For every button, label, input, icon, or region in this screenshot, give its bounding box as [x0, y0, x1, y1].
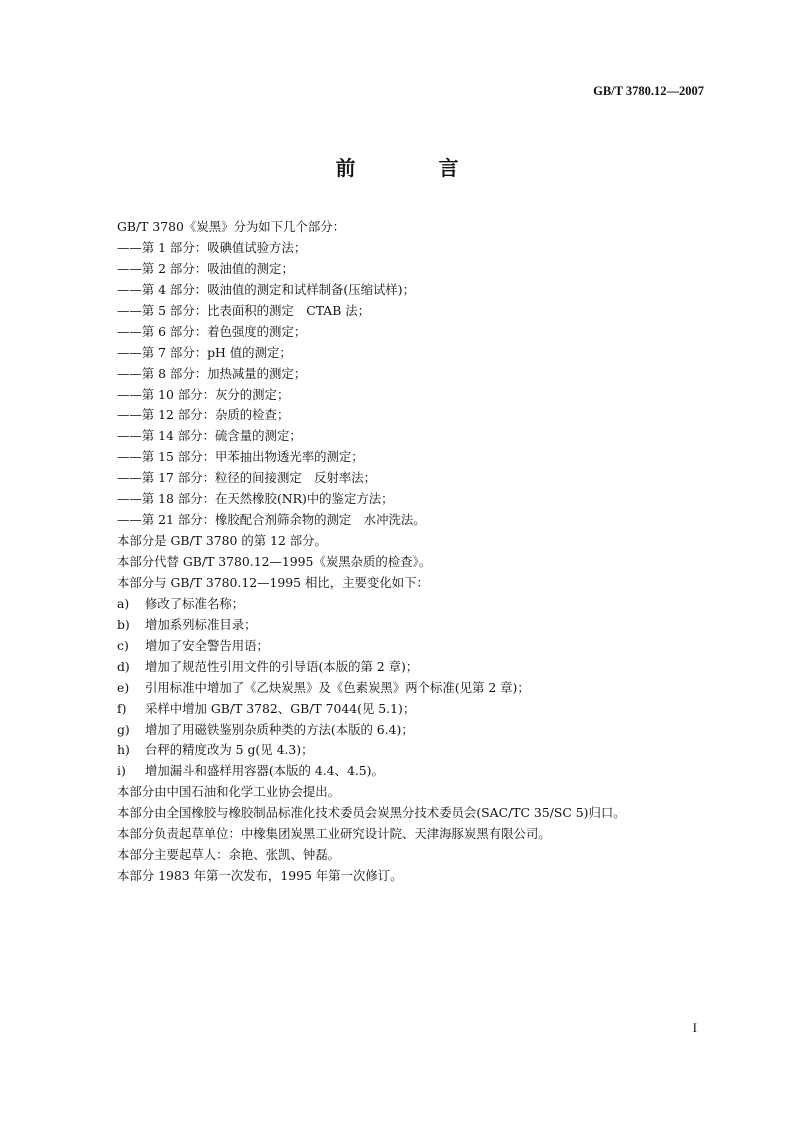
list-item	[117, 720, 717, 741]
item-label: g)	[117, 721, 130, 737]
item-text: 增加了规范性引用文件的引导语(本版的第 2 章)；	[145, 658, 419, 674]
item-text: 引用标准中增加了《乙炔炭黑》及《色素炭黑》两个标准(见第 2 章)；	[145, 679, 530, 695]
item-text: 增加了安全警告用语；	[145, 637, 269, 653]
list-item	[117, 678, 717, 699]
item-label: f)	[117, 700, 127, 716]
list-item: ——第 5 部分：比表面积的测定 CTAB 法；	[117, 302, 371, 318]
standard-code: GB/T 3780.12—2007	[593, 84, 704, 98]
item-label: h)	[117, 742, 130, 758]
item-text: 采样中增加 GB/T 3782、GB/T 7044(见 5.1)；	[145, 700, 416, 716]
list-item: ——第 7 部分：pH 值的测定；	[117, 344, 292, 360]
closing-line: 本部分主要起草人：余艳、张凯、钟磊。	[117, 847, 341, 863]
page-title: 前 言	[335, 156, 497, 180]
statement-line: 本部分代替 GB/T 3780.12—1995《炭黑杂质的检查》。	[117, 554, 432, 569]
list-item	[117, 594, 717, 615]
list-item	[117, 740, 717, 761]
list-item: ——第 4 部分：吸油值的测定和试样制备(压缩试样)；	[117, 281, 416, 297]
list-item: ——第 1 部分：吸碘值试验方法；	[117, 239, 307, 255]
item-text: 增加了用磁铁鉴别杂质种类的方法(本版的 6.4)；	[145, 721, 414, 737]
closing-line: 本部分由中国石油和化学工业协会提出。	[117, 784, 341, 800]
list-item: ——第 17 部分：粒径的间接测定 反射率法；	[117, 470, 377, 486]
item-text: 增加漏斗和盛样用容器(本版的 4.4、4.5)。	[145, 763, 384, 779]
item-label: e)	[117, 679, 130, 695]
list-item: ——第 8 部分：加热减量的测定；	[117, 365, 307, 381]
preface-body	[117, 217, 717, 887]
item-label: c)	[117, 637, 129, 653]
list-item	[117, 615, 717, 636]
closing-line: 本部分由全国橡胶与橡胶制品标准化技术委员会炭黑分技术委员会(SAC/TC 35/SC 5)归口。	[117, 805, 626, 821]
closing-line: 本部分负责起草单位：中橡集团炭黑工业研究设计院、天津海豚炭黑有限公司。	[117, 826, 551, 842]
list-item: ——第 12 部分：杂质的检查；	[117, 407, 290, 423]
parts-list	[117, 238, 717, 531]
item-label: i)	[117, 763, 126, 779]
list-item: ——第 6 部分：着色强度的测定；	[117, 323, 307, 339]
list-item: ——第 21 部分：橡胶配合剂筛余物的测定 水冲洗法。	[117, 512, 426, 528]
list-item	[117, 761, 717, 782]
item-label: a)	[117, 595, 130, 611]
item-label: d)	[117, 658, 130, 674]
list-item: ——第 2 部分：吸油值的测定；	[117, 260, 294, 276]
list-item	[117, 636, 717, 657]
item-text: 修改了标准名称；	[145, 595, 245, 611]
changes-list	[117, 594, 717, 782]
statement-line: 本部分是 GB/T 3780 的第 12 部分。	[117, 533, 327, 549]
list-item: ——第 15 部分：甲苯抽出物透光率的测定；	[117, 449, 364, 465]
item-text: 增加系列标准目录；	[145, 616, 257, 632]
closing-line: 本部分 1983 年第一次发布，1995 年第一次修订。	[117, 868, 403, 884]
list-item	[117, 657, 717, 678]
list-item	[117, 699, 717, 720]
list-item: ——第 18 部分：在天然橡胶(NR)中的鉴定方法；	[117, 491, 394, 507]
list-item: ——第 14 部分：硫含量的测定；	[117, 428, 302, 444]
list-item: ——第 10 部分：灰分的测定；	[117, 386, 290, 402]
intro-line: GB/T 3780《炭黑》分为如下几个部分：	[117, 219, 345, 234]
item-label: b)	[117, 616, 130, 632]
statement-line: 本部分与 GB/T 3780.12—1995 相比，主要变化如下：	[117, 574, 429, 590]
item-text: 台秤的精度改为 5 g(见 4.3)；	[145, 742, 314, 758]
page-number: I	[692, 1020, 697, 1035]
